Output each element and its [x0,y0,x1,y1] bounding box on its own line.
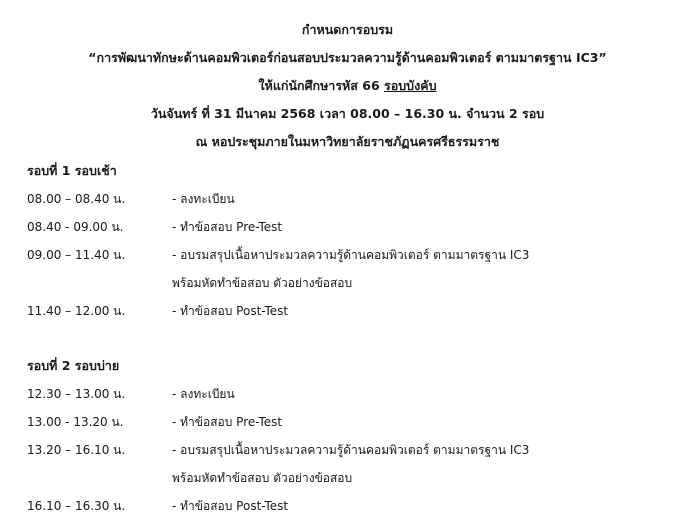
schedule-activity-text-continued: พร้อมหัดทำข้อสอบ ตัวอย่างข้อสอบ [172,471,353,485]
header-audience-underlined: รอบบังคับ [384,78,437,93]
schedule-time: 11.40 – 12.00 น. [27,304,126,318]
schedule-row [27,436,687,492]
schedule-activity-text: - ทำข้อสอบ Post-Test [172,304,289,318]
schedule-row [27,241,687,297]
round-2-title: รอบที่ 2 รอบบ่าย [27,358,120,373]
header-audience [0,72,695,100]
schedule-time: 09.00 – 11.40 น. [27,248,126,262]
schedule-time: 16.10 – 16.30 น. [27,499,126,513]
schedule-activity [172,185,687,213]
header-audience-prefix: ให้แก่นักศึกษารหัส 66 [258,78,385,93]
schedule-header [0,16,695,156]
schedule-activity-text-continued: พร้อมหัดทำข้อสอบ ตัวอย่างข้อสอบ [172,276,353,290]
schedule-activity [172,213,687,241]
schedule-activity [172,492,687,520]
schedule-time: 13.20 – 16.10 น. [27,443,126,457]
schedule-activity-text: - ลงทะเบียน [172,192,235,206]
schedule-row [27,297,687,325]
schedule-row [27,213,687,241]
schedule-activity-text: - อบรมสรุปเนื้อหาประมวลความรู้ด้านคอมพิวเตอร์ ตามมาตรฐาน IC3 [172,443,530,457]
schedule-time: 08.40 - 09.00 น. [27,220,124,234]
schedule-row [27,380,687,408]
schedule-row [27,185,687,213]
schedule-row [27,408,687,436]
schedule-row [27,492,687,520]
round-1-title: รอบที่ 1 รอบเช้า [27,163,117,178]
schedule-activity-text: - ทำข้อสอบ Pre-Test [172,220,283,234]
schedule-time: 13.00 - 13.20 น. [27,415,124,429]
header-venue: ณ หอประชุมภายในมหาวิทยาลัยราชภัฏนครศรีธรรมราช [195,134,500,149]
schedule-activity [172,297,687,325]
header-course-name: “การพัฒนาทักษะด้านคอมพิวเตอร์ก่อนสอบประมวลความรู้ด้านคอมพิวเตอร์ ตามมาตรฐาน IC3” [88,50,607,65]
header-title: กำหนดการอบรม [301,22,394,37]
schedule-activity-text: - อบรมสรุปเนื้อหาประมวลความรู้ด้านคอมพิวเตอร์ ตามมาตรฐาน IC3 [172,248,530,262]
schedule-activity-text: - ทำข้อสอบ Post-Test [172,499,289,513]
schedule-activity [172,408,687,436]
schedule-time: 12.30 – 13.00 น. [27,387,126,401]
schedule-activity-text: - ทำข้อสอบ Pre-Test [172,415,283,429]
round-1-section [27,157,687,325]
schedule-time: 08.00 – 08.40 น. [27,192,126,206]
schedule-activity-text: - ลงทะเบียน [172,387,235,401]
header-date: วันจันทร์ ที่ 31 มีนาคม 2568 เวลา 08.00 – 16.30 น. จำนวน 2 รอบ [150,106,545,121]
schedule-activity [172,241,687,297]
round-2-section [27,352,687,520]
schedule-activity [172,436,687,492]
schedule-activity [172,380,687,408]
